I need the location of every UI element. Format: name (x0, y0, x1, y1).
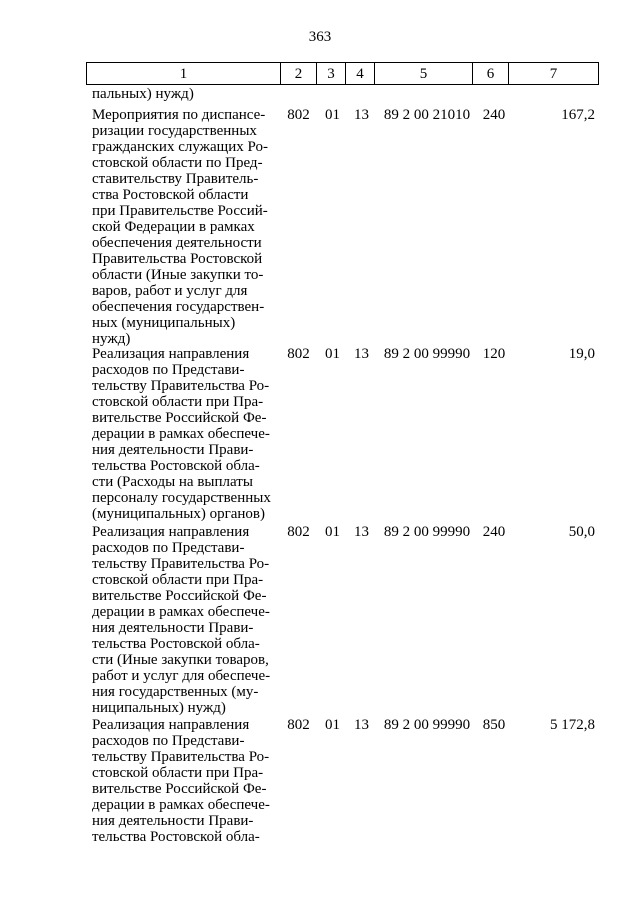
row-ministry-code: 802 (287, 524, 310, 540)
column-header-5: 5 (375, 63, 473, 85)
row-target-article-code: 89 2 00 99990 (383, 346, 471, 362)
row-expense-type-code: 120 (482, 346, 506, 362)
row-description: Реализация направления расходов по Представи- тельству Правительства Ро- стовской области при Пра- вительстве Российской Фе- дерации в рамках обеспече- ния деятельности Прави- тельства Ростовской обла- сти (Расходы на выплаты персоналу государственных (муниципальных) органов) (92, 346, 271, 522)
row-description: Реализация направления расходов по Представи- тельству Правительства Ро- стовской области при Пра- вительстве Российской Фе- дерации в рамках обеспече- ния деятельности Прави- тельства Ростовской обла- сти (Иные закупки товаров, работ и услуг для обеспече- ния государственных (му- ниципальных) нужд) (92, 524, 271, 716)
row-amount: 19,0 (568, 346, 595, 362)
column-header-7: 7 (509, 63, 599, 85)
column-header-4: 4 (346, 63, 375, 85)
row-ministry-code: 802 (287, 346, 310, 362)
row-expense-type-code: 240 (482, 524, 506, 540)
row-subsection-code: 13 (354, 107, 369, 123)
column-header-table (86, 62, 599, 85)
row-section-code: 01 (325, 107, 340, 123)
row-description: Реализация направления расходов по Представи- тельству Правительства Ро- стовской области при Пра- вительстве Российской Фе- дерации в рамках обеспече- ния деятельности Прави- тельства Ростовской обла- (92, 717, 270, 845)
column-header-row (87, 63, 599, 85)
row-amount: 167,2 (561, 107, 595, 123)
row-amount: 50,0 (568, 524, 595, 540)
row-subsection-code: 13 (354, 717, 369, 733)
column-header-6: 6 (473, 63, 509, 85)
row-expense-type-code: 240 (482, 107, 506, 123)
column-header-2: 2 (281, 63, 317, 85)
row-description: Мероприятия по диспансе- ризации государственных гражданских служащих Ро- стовской области по Пред- ставительству Правитель- ства Ростовской области при Правительстве Россий- ской Федерации в рамках обеспечения деятельности Правительства Ростовской области (Иные закупки то- варов, работ и услуг для обеспечения государствен- ных (муниципальных) нужд) (92, 107, 268, 347)
row-target-article-code: 89 2 00 21010 (383, 107, 471, 123)
column-header-3: 3 (317, 63, 346, 85)
row-ministry-code: 802 (287, 717, 310, 733)
row-ministry-code: 802 (287, 107, 310, 123)
row-subsection-code: 13 (354, 524, 369, 540)
continuation-text: пальных) нужд) (92, 86, 194, 102)
row-expense-type-code: 850 (482, 717, 506, 733)
row-target-article-code: 89 2 00 99990 (383, 717, 471, 733)
row-section-code: 01 (325, 346, 340, 362)
column-header-1: 1 (87, 63, 281, 85)
row-target-article-code: 89 2 00 99990 (383, 524, 471, 540)
row-section-code: 01 (325, 524, 340, 540)
row-section-code: 01 (325, 717, 340, 733)
page-number: 363 (308, 29, 332, 45)
row-subsection-code: 13 (354, 346, 369, 362)
row-amount: 5 172,8 (550, 717, 595, 733)
